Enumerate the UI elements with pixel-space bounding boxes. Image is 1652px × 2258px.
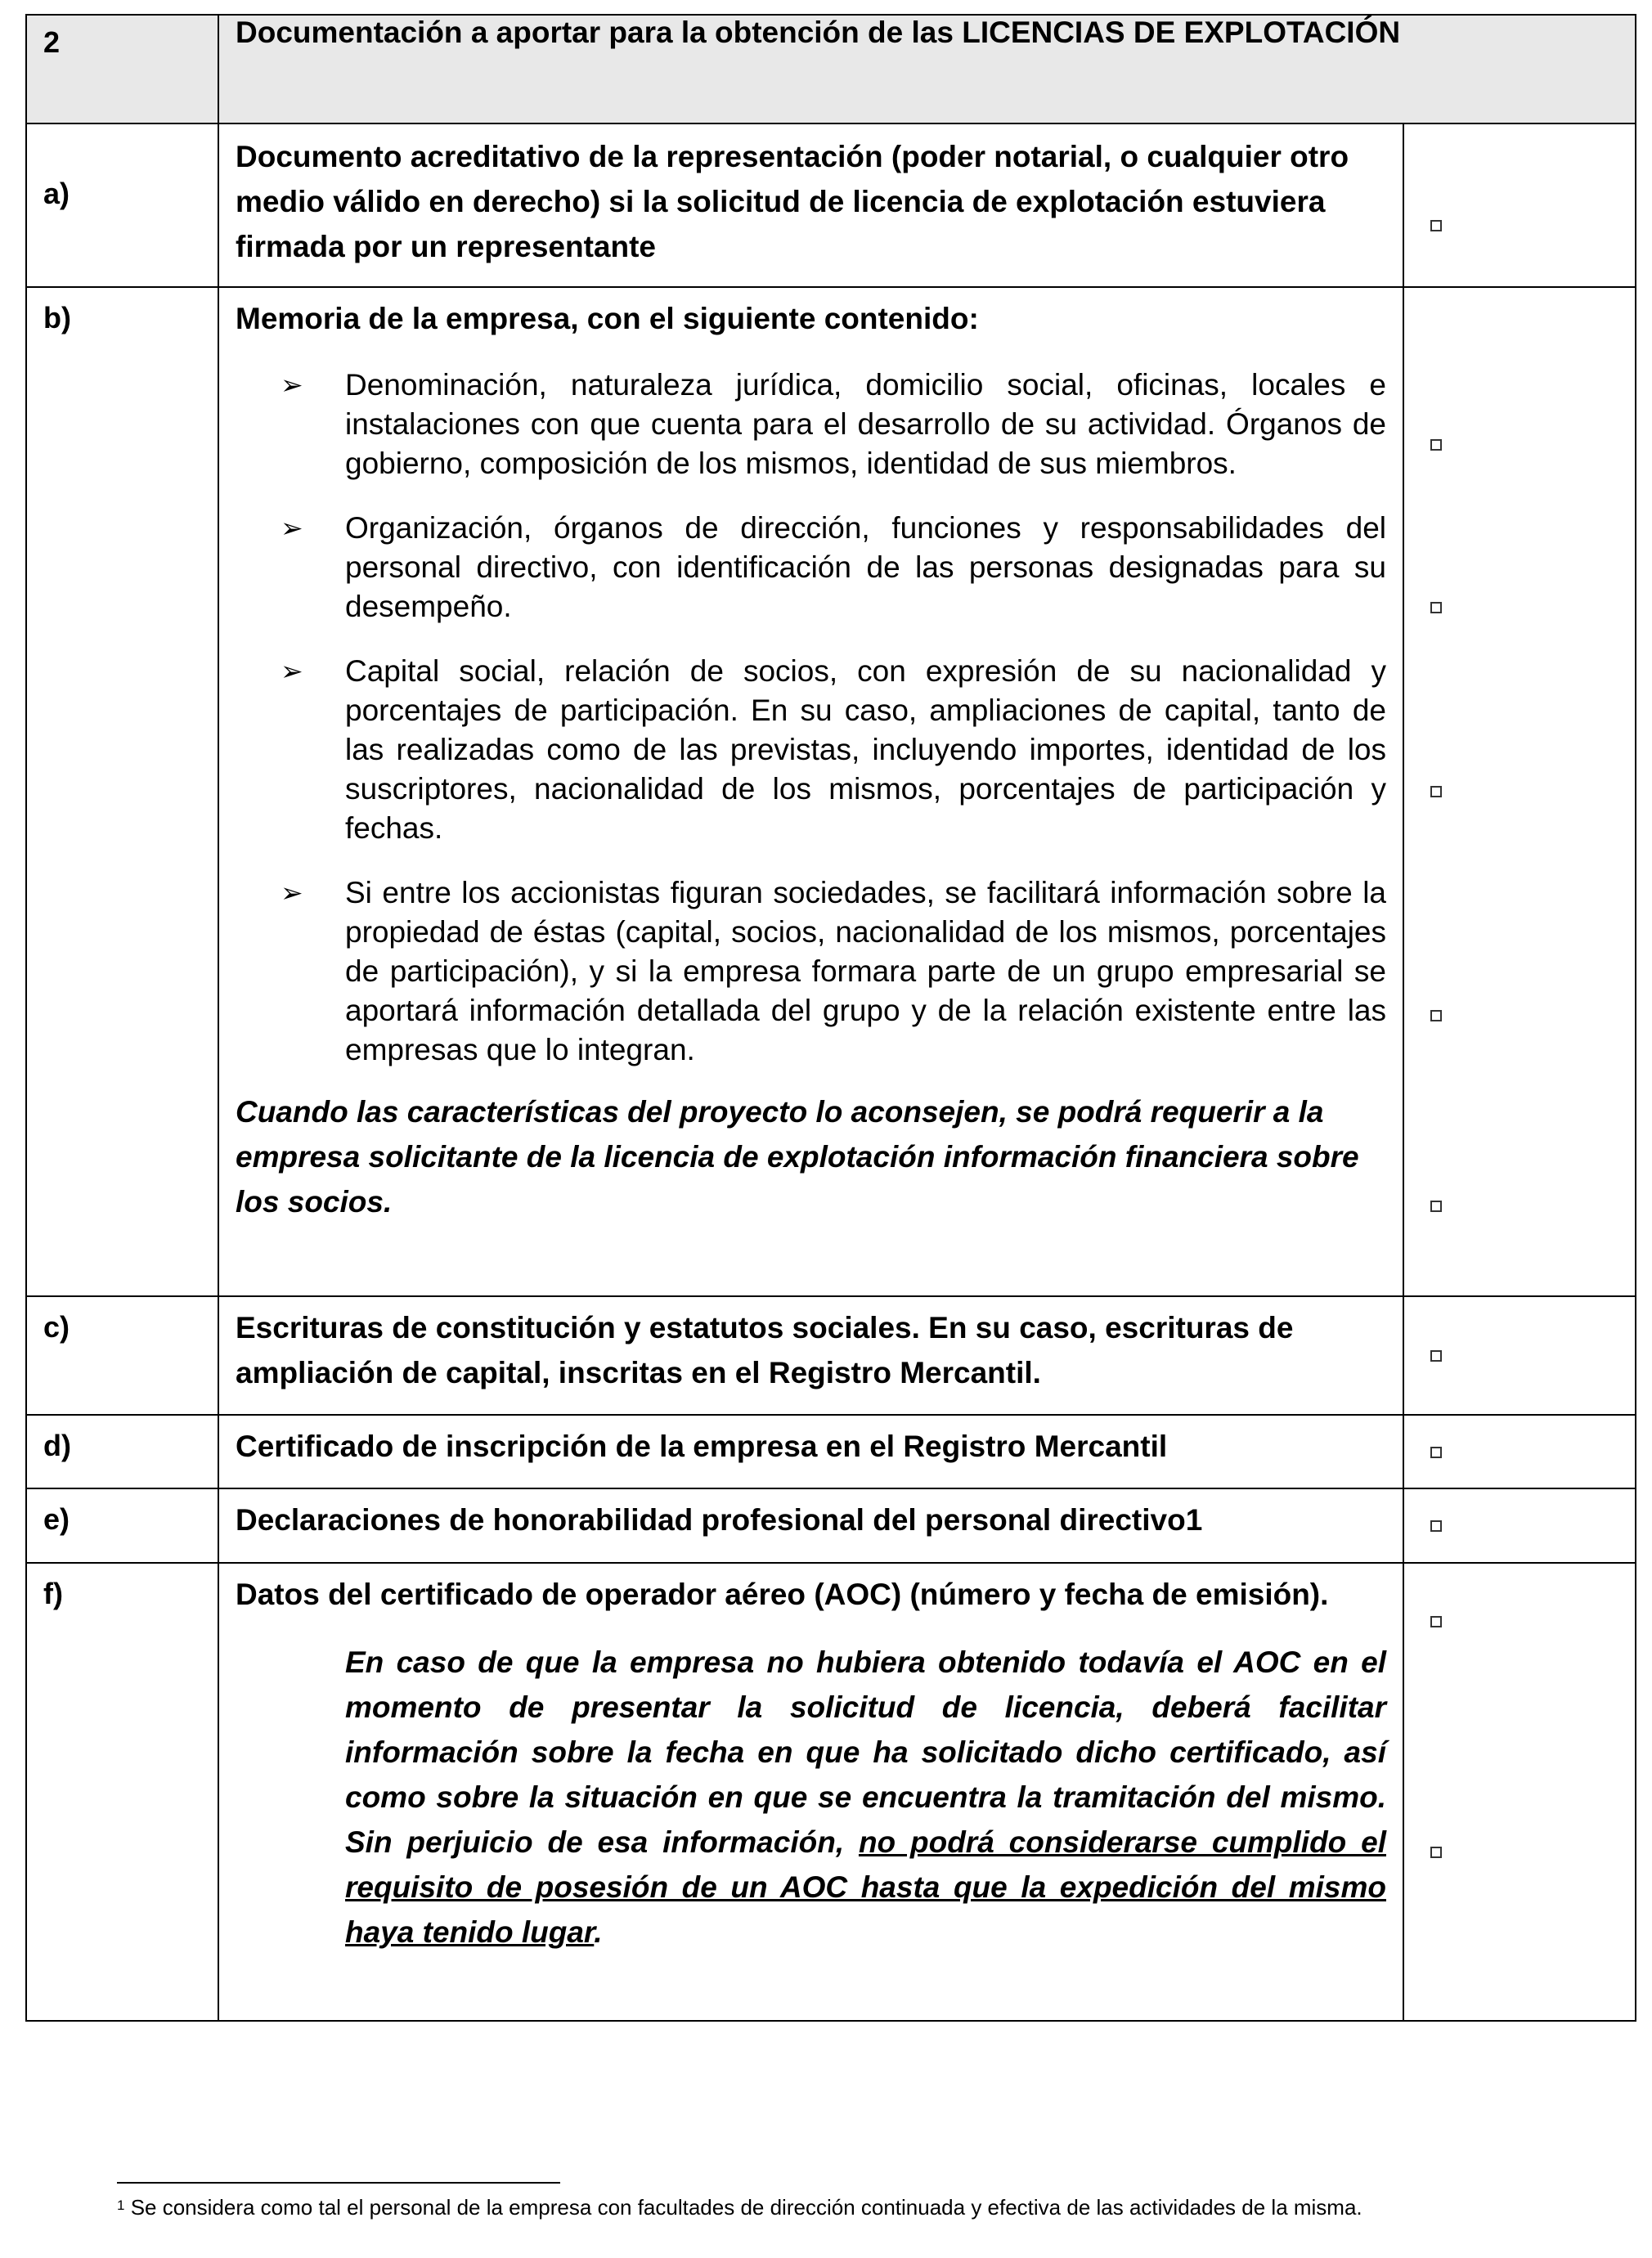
checkbox-b-3[interactable] <box>1430 786 1442 797</box>
row-label-b: b) <box>26 287 218 1296</box>
table-row-e <box>26 1488 1636 1563</box>
bullet-text: Capital social, relación de socios, con expresión de su nacionalidad y porcentajes de participación. En su caso, ampliaciones de capital, tanto de las realizadas como de las previstas, incluyendo importes, identidad de los suscriptores, nacionalidad de los mismos, porcentajes de participación y fechas. <box>345 654 1386 845</box>
arrow-bullet-icon: ➢ <box>281 878 303 908</box>
checkbox-b-2[interactable] <box>1430 602 1442 613</box>
arrow-bullet-icon: ➢ <box>281 370 303 400</box>
checkbox-e[interactable] <box>1430 1520 1442 1532</box>
row-description-b <box>218 287 1403 1296</box>
checkbox-d[interactable] <box>1430 1447 1442 1458</box>
table-row-d <box>26 1415 1636 1488</box>
row-text-e: Declaraciones de honorabilidad profesional del personal directivo1 <box>236 1503 1203 1537</box>
row-text-d: Certificado de inscripción de la empresa en el Registro Mercantil <box>236 1430 1168 1463</box>
note-end: . <box>594 1915 603 1949</box>
row-description-d <box>218 1415 1403 1488</box>
row-intro-b: Memoria de la empresa, con el siguiente contenido: <box>236 302 979 335</box>
row-text-c: Escrituras de constitución y estatutos sociales. En su caso, escrituras de ampliación de capital, inscritas en el Registro Mercantil. <box>236 1311 1294 1389</box>
row-label-a: a) <box>26 123 218 287</box>
table-row-a <box>26 123 1636 287</box>
checkbox-cell-f <box>1403 1563 1636 2021</box>
bullet-text: Organización, órganos de dirección, funciones y responsabilidades del personal directivo, con identificación de las personas designadas para su desempeño. <box>345 511 1386 623</box>
row-description-e <box>218 1488 1403 1563</box>
list-item <box>236 366 1386 483</box>
checkbox-cell-b <box>1403 287 1636 1296</box>
row-label-f: f) <box>26 1563 218 2021</box>
bullet-text: Denominación, naturaleza jurídica, domicilio social, oficinas, locales e instalaciones con que cuenta para el desarrollo de su actividad. Órganos de gobierno, composición de los mismos, identidad de sus miembros. <box>345 368 1386 480</box>
footnote-text: Se considera como tal el personal de la empresa con facultades de dirección continuada y efectiva de las actividades de la misma. <box>124 2195 1362 2220</box>
table-row-c <box>26 1296 1636 1415</box>
footnote <box>117 2195 1458 2220</box>
table-header-row <box>26 15 1636 123</box>
checkbox-f-2[interactable] <box>1430 1847 1442 1858</box>
row-note-b: Cuando las características del proyecto lo aconsejen, se podrá requerir a la empresa solicitante de la licencia de explotación información financiera sobre los socios. <box>236 1095 1359 1219</box>
footnote-marker: 1 <box>117 2197 125 2213</box>
list-item <box>236 873 1386 1070</box>
checkbox-c[interactable] <box>1430 1350 1442 1362</box>
arrow-bullet-icon: ➢ <box>281 513 303 543</box>
checkbox-a[interactable] <box>1430 220 1442 231</box>
table-row-b <box>26 287 1636 1296</box>
section-title: Documentación a aportar para la obtención de las LICENCIAS DE EXPLOTACIÓN <box>218 15 1636 123</box>
row-label-c: c) <box>26 1296 218 1415</box>
table-row-f <box>26 1563 1636 2021</box>
row-text-a: Documento acreditativo de la representación (poder notarial, o cualquier otro medio válido en derecho) si la solicitud de licencia de explotación estuviera firmada por un representante <box>236 140 1349 263</box>
row-note-f <box>236 1640 1386 1955</box>
checkbox-b-5[interactable] <box>1430 1201 1442 1212</box>
checkbox-cell-c <box>1403 1296 1636 1415</box>
checkbox-cell-d <box>1403 1415 1636 1488</box>
row-description-f <box>218 1563 1403 2021</box>
list-item <box>236 509 1386 626</box>
checkbox-b-1[interactable] <box>1430 439 1442 451</box>
checkbox-cell-a <box>1403 123 1636 287</box>
arrow-bullet-icon: ➢ <box>281 656 303 686</box>
row-description-c <box>218 1296 1403 1415</box>
licencias-table <box>25 14 1636 2022</box>
section-number: 2 <box>26 15 218 123</box>
row-text-f: Datos del certificado de operador aéreo (AOC) (número y fecha de emisión). <box>236 1578 1329 1611</box>
list-item <box>236 652 1386 848</box>
row-label-e: e) <box>26 1488 218 1563</box>
note-underlined-text: no podrá considerarse cumplido el requisito de posesión de un AOC hasta que la expedición del mismo haya tenido lugar <box>345 1825 1386 1949</box>
checkbox-cell-e <box>1403 1488 1636 1563</box>
checkbox-f-1[interactable] <box>1430 1616 1442 1627</box>
row-label-d: d) <box>26 1415 218 1488</box>
checkbox-b-4[interactable] <box>1430 1010 1442 1021</box>
bullet-text: Si entre los accionistas figuran sociedades, se facilitará información sobre la propiedad de éstas (capital, socios, nacionalidad de los mismos, porcentajes de participación), y si la empresa formara parte de un grupo empresarial se aportará información detallada del grupo y de la relación existente entre las empresas que lo integran. <box>345 876 1386 1066</box>
footnote-divider <box>117 2182 560 2184</box>
row-description-a <box>218 123 1403 287</box>
note-text: En caso de que la empresa no hubiera obtenido todavía el AOC en el momento de presentar la solicitud de licencia, deberá facilitar información sobre la fecha en que ha solicitado dicho certificado, así como sobre la situación en que se encuentra la tramitación del mismo. Sin perjuicio de esa información, <box>345 1645 1386 1859</box>
